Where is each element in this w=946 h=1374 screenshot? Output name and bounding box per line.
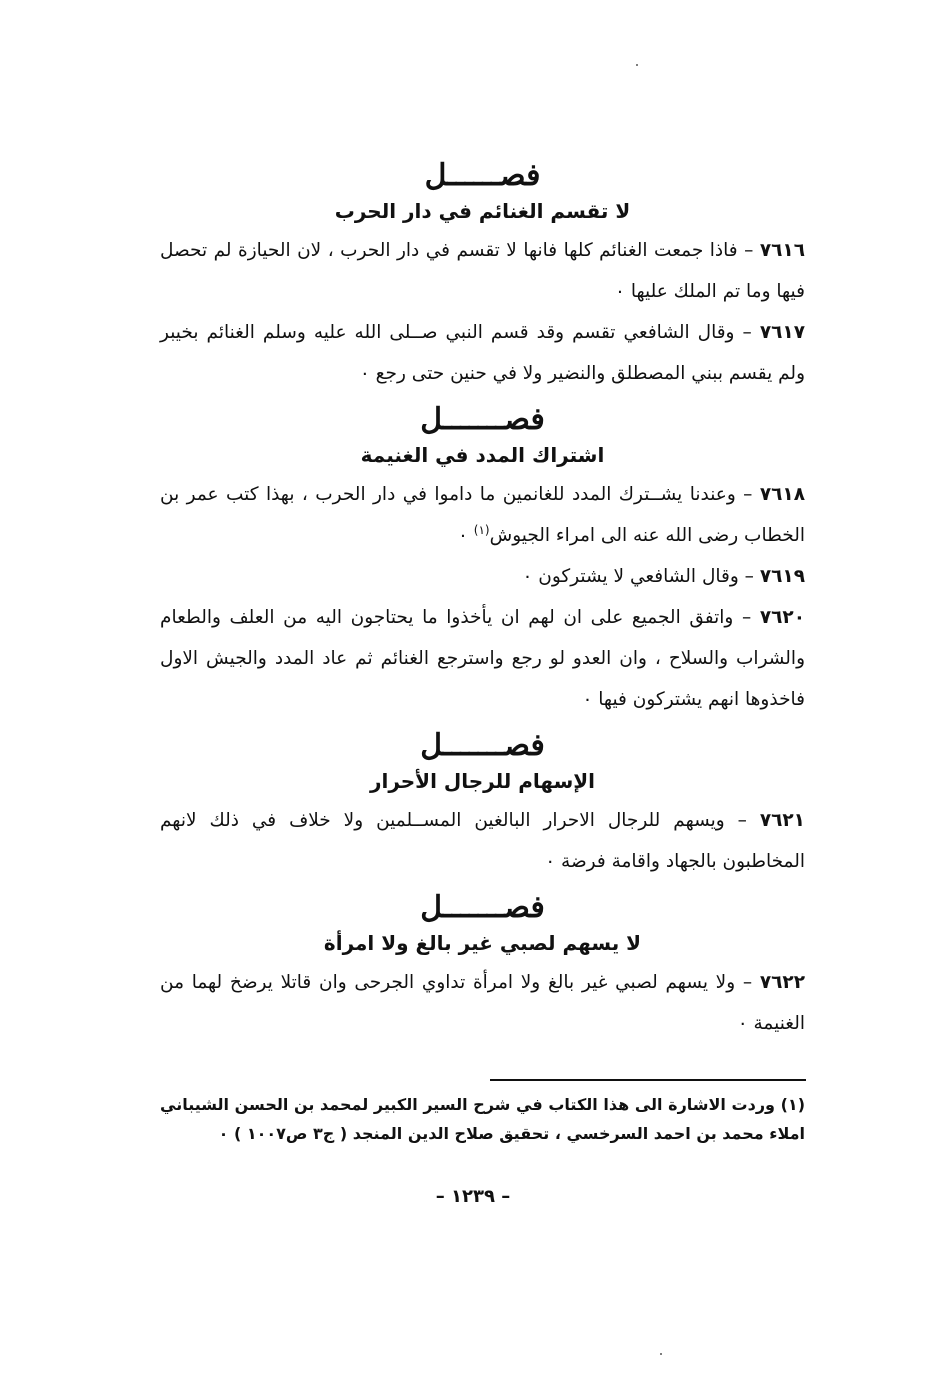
paragraph-7616 (160, 230, 805, 312)
page-number: – ١٢٣٩ – (435, 1186, 511, 1207)
paragraph-number: ٧٦١٩ (759, 566, 805, 587)
paragraph-text: – فاذا جمعت الغنائم كلها فانها لا تقسم في دار الحرب ، لان الحيازة لم تحصل فيها وما تم الملك عليها ٠ (160, 240, 805, 302)
section-heading: الإسهام للرجال الأحرار (369, 769, 596, 793)
paragraph-7619 (160, 556, 805, 597)
section-heading: لا يسهم لصبي غير بالغ ولا امرأة (323, 931, 642, 955)
footnote-separator (490, 1079, 806, 1081)
paragraph-7621 (160, 800, 805, 882)
scan-speck (636, 64, 638, 66)
paragraph-number: ٧٦١٧ (759, 322, 805, 343)
paragraph-number: ٧٦١٦ (759, 240, 805, 261)
paragraph-text: – وقال الشافعي لا يشتركون ٠ (522, 566, 754, 587)
section-divider-title: فصـــــــل (420, 402, 545, 437)
paragraph-text: – وعندنا يشــترك المدد للغانمين ما داموا في دار الحرب ، بهذا كتب عمر بن الخطاب رضى الله عنه الى امراء الجيوش (160, 484, 805, 546)
paragraph-text: – ولا يسهم لصبي غير بالغ ولا امرأة تداوي الجرحى وان قاتلا يرضخ لهما من الغنيمة ٠ (160, 972, 805, 1034)
paragraph-7617 (160, 312, 805, 394)
section-1 (160, 158, 805, 394)
section-divider-title: فصـــــــل (420, 890, 545, 925)
paragraph-number: ٧٦٢٠ (759, 607, 805, 628)
paragraph-text: – وقال الشافعي تقسم وقد قسم النبي صــلى الله عليه وسلم الغنائم بخيبر ولم يقسم ببني المصطلق والنضير ولا في حنين حتى رجع ٠ (160, 322, 805, 384)
section-4 (160, 890, 805, 1044)
section-divider-title: فصـــــــل (420, 728, 545, 763)
footnote-reference[interactable]: (١) (473, 522, 490, 537)
paragraph-number: ٧٦٢٢ (759, 972, 806, 993)
section-3 (160, 728, 805, 882)
paragraph-7620 (160, 597, 805, 720)
scan-speck (660, 1353, 662, 1355)
page-body (160, 150, 805, 1044)
paragraph-number: ٧٦٢١ (759, 810, 805, 831)
section-heading: لا تقسم الغنائم في دار الحرب (334, 199, 631, 223)
paragraph-text-tail: ٠ (457, 525, 474, 546)
footnote: (١) وردت الاشارة الى هذا الكتاب في شرح السير الكبير لمحمد بن الحسن الشيباني املاء محمد بن احمد السرخسي ، تحقيق صلاح الدين المنجد ( ج٣ ص١٠٠٧ ) ٠ (160, 1095, 805, 1143)
paragraph-7622 (160, 962, 805, 1044)
paragraph-text: – واتفق الجميع على ان لهم ان يأخذوا ما يحتاجون اليه من العلف والطعام والشراب والسلاح ، وان العدو لو رجع واسترجع الغنائم ثم عاد المدد والجيش الاول فاخذوها انهم يشتركون فيها ٠ (160, 607, 805, 710)
section-2 (160, 402, 805, 720)
section-divider-title: فصــــــل (424, 158, 541, 193)
paragraph-number: ٧٦١٨ (759, 484, 805, 505)
section-heading: اشتراك المدد في الغنيمة (360, 443, 605, 467)
paragraph-text: – ويسهم للرجال الاحرار البالغين المســلمين ولا خلاف في ذلك لانهم المخاطبون بالجهاد واقامة فرضة ٠ (160, 810, 805, 872)
paragraph-7618 (160, 474, 805, 556)
